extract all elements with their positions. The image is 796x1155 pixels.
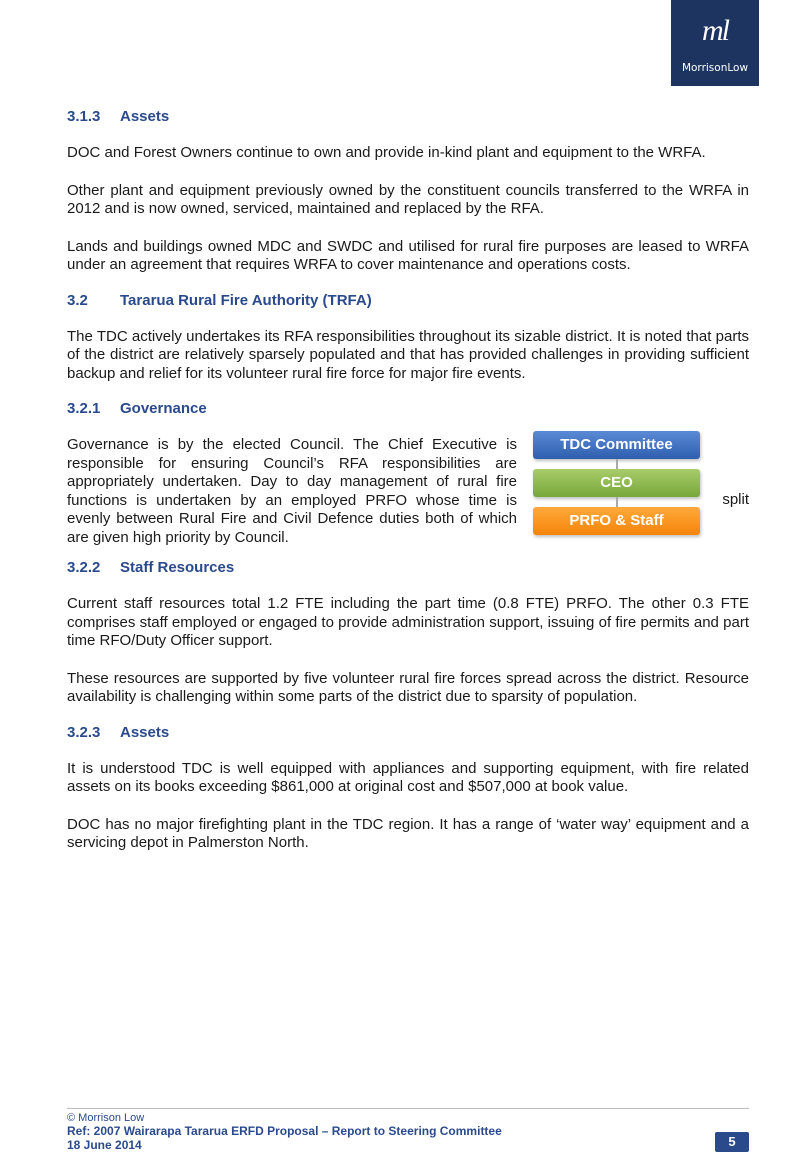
paragraph: DOC has no major firefighting plant in the TDC region. It has a range of ‘water way’ equipment and a servicing depot in Palmerston North.: [67, 815, 749, 851]
section-number: 3.2: [67, 291, 88, 309]
paragraph: DOC and Forest Owners continue to own and provide in-kind plant and equipment to the WRFA.: [67, 144, 706, 161]
org-node-ceo: CEO: [533, 469, 700, 497]
org-connector: [616, 497, 618, 507]
page-number: 5: [715, 1132, 749, 1152]
governance-block: [67, 436, 749, 546]
section-title: Assets: [120, 723, 170, 741]
section-number: 3.1.3: [67, 108, 101, 125]
governance-text: [67, 436, 517, 547]
heading-3-2-2: [67, 559, 749, 576]
heading-3-2-3: [67, 724, 749, 741]
section-number: 3.2.1: [67, 400, 101, 417]
org-node-tdc-committee: TDC Committee: [533, 431, 700, 459]
paragraph: Current staff resources total 1.2 FTE including the part time (0.8 FTE) PRFO. The other 0.3 FTE comprises staff employed or engaged to provide administration support, issuing of fire permits and part time RFO/Duty Officer support.: [67, 595, 749, 649]
logo-mark: ml: [702, 14, 728, 47]
org-connector: [616, 459, 618, 469]
heading-3-2-1: [67, 400, 749, 417]
paragraph: Governance is by the elected Council. The Chief Executive is responsible for ensuring Council’s RFA responsibilities are appropriately undertaken. Day to day management of rural fire functions is undertaken by an employed PRFO whose time is evenly between Rural Fire and Civil Defence duties both of which are given high priority by Council.: [67, 436, 517, 546]
split-word: split: [722, 491, 749, 508]
footer-date: 18 June 2014: [67, 1138, 142, 1152]
section-title: Staff Resources: [120, 559, 235, 576]
page-footer: [67, 1108, 749, 1152]
heading-3-1-3: [67, 108, 749, 125]
paragraph: The TDC actively undertakes its RFA responsibilities throughout its sizable district. It is noted that parts of the district are relatively sparsely populated and that has provided challenges in providing sufficient backup and relief for its volunteer rural fire force for major fire events.: [67, 327, 749, 382]
page-content: [67, 108, 749, 853]
paragraph: Other plant and equipment previously owned by the constituent councils transferred to the WRFA in 2012 and is now owned, serviced, maintained and replaced by the RFA.: [67, 181, 749, 217]
section-number: 3.2.2: [67, 559, 101, 576]
paragraph: It is understood TDC is well equipped with appliances and supporting equipment, with fire related assets on its books exceeding $861,000 at original cost and $507,000 at book value.: [67, 759, 749, 795]
footer-copyright: © Morrison Low: [67, 1112, 145, 1124]
section-title: Tararua Rural Fire Authority (TRFA): [120, 291, 372, 309]
org-chart: [533, 431, 700, 535]
org-node-prfo-staff: PRFO & Staff: [533, 507, 700, 535]
morrison-low-logo: [671, 0, 759, 86]
section-number: 3.2.3: [67, 723, 101, 741]
footer-reference: Ref: 2007 Wairarapa Tararua ERFD Proposal – Report to Steering Committee: [67, 1124, 502, 1138]
logo-name: MorrisonLow: [681, 62, 749, 74]
paragraph: Lands and buildings owned MDC and SWDC and utilised for rural fire purposes are leased to WRFA under an agreement that requires WRFA to cover maintenance and operations costs.: [67, 237, 749, 273]
heading-3-2: [67, 292, 749, 309]
section-title: Assets: [120, 108, 170, 125]
section-title: Governance: [120, 400, 207, 417]
paragraph: These resources are supported by five volunteer rural fire forces spread across the district. Resource availability is challenging within some parts of the district due to sparsity of population.: [67, 669, 749, 705]
